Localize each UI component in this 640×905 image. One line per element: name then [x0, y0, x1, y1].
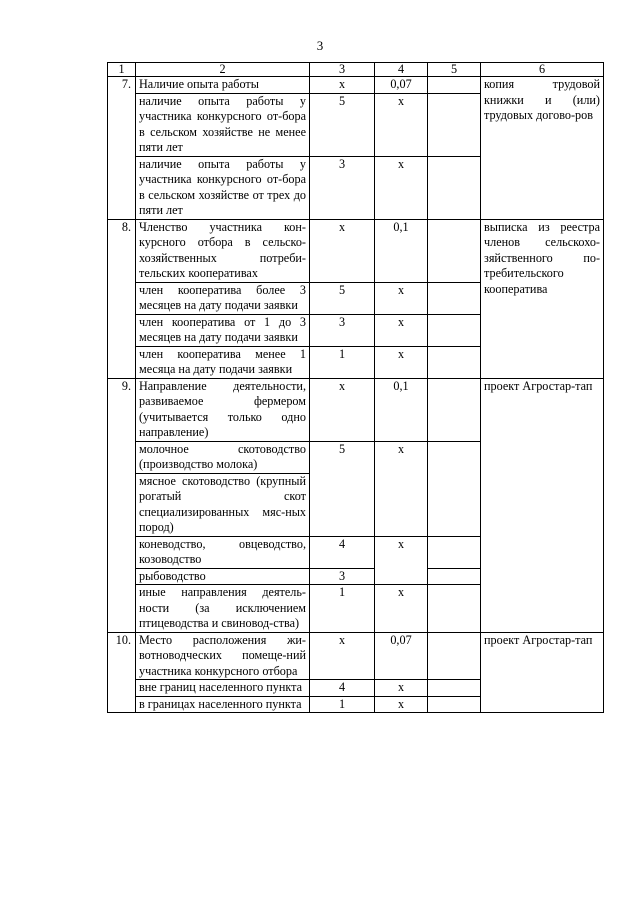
subcriterion-cell: член кооператива от 1 до 3 месяцев на дату подачи заявки [136, 314, 310, 346]
column-number-row [108, 63, 604, 77]
document-cell: выписка из реестра членов сельскохо-зяйственного по-требительского кооператива [481, 219, 604, 378]
empty-cell [428, 680, 481, 697]
table-row [108, 378, 604, 441]
table-row [108, 77, 604, 94]
empty-cell [428, 156, 481, 219]
empty-cell [428, 568, 481, 585]
points-cell: х [310, 219, 375, 282]
column-header: 2 [136, 63, 310, 77]
empty-cell [428, 77, 481, 94]
subcriterion-cell: вне границ населенного пункта [136, 680, 310, 697]
weight-cell: 0,07 [375, 77, 428, 94]
table-row [108, 219, 604, 282]
points-cell: 1 [310, 346, 375, 378]
criterion-cell: Членство участника кон-курсного отбора в сельско-хозяйственных потреби-тельских кооперативах [136, 219, 310, 282]
subcriterion-cell: мясное скотоводство (крупный рогатый скот специализированных мяс-ных пород) [136, 473, 310, 536]
empty-cell [428, 282, 481, 314]
points-cell: 3 [310, 314, 375, 346]
weight-cell: х [375, 696, 428, 713]
subcriterion-cell: наличие опыта работы у участника конкурсного от-бора в сельском хозяйстве не менее пяти лет [136, 93, 310, 156]
column-header: 6 [481, 63, 604, 77]
empty-cell [428, 314, 481, 346]
row-number: 7. [108, 77, 136, 220]
points-cell: 5 [310, 441, 375, 536]
column-header: 4 [375, 63, 428, 77]
criterion-cell: Направление деятельности, развиваемое фермером (учитывается только одно направление) [136, 378, 310, 441]
document-cell: проект Агростар-тап [481, 632, 604, 713]
points-cell: х [310, 378, 375, 441]
empty-cell [428, 585, 481, 633]
points-cell: 1 [310, 585, 375, 633]
points-cell: 5 [310, 282, 375, 314]
subcriterion-cell: рыбоводство [136, 568, 310, 585]
row-number: 8. [108, 219, 136, 378]
criterion-cell: Наличие опыта работы [136, 77, 310, 94]
empty-cell [428, 536, 481, 568]
row-number: 10. [108, 632, 136, 713]
points-cell: 4 [310, 680, 375, 697]
empty-cell [428, 632, 481, 680]
empty-cell [428, 219, 481, 282]
points-cell: 1 [310, 696, 375, 713]
subcriterion-cell: наличие опыта работы у участника конкурсного от-бора в сельском хозяйстве от трех до пяти лет [136, 156, 310, 219]
points-cell: х [310, 77, 375, 94]
weight-cell: х [375, 282, 428, 314]
subcriterion-cell: в границах населенного пункта [136, 696, 310, 713]
weight-cell: х [375, 536, 428, 585]
subcriterion-cell: молочное скотоводство (производство молока) [136, 441, 310, 473]
subcriterion-cell: иные направления деятель-ности (за исключением птицеводства и свиновод-ства) [136, 585, 310, 633]
document-cell: проект Агростар-тап [481, 378, 604, 632]
points-cell: 3 [310, 156, 375, 219]
table-row [108, 632, 604, 680]
weight-cell: х [375, 156, 428, 219]
weight-cell: х [375, 314, 428, 346]
weight-cell: х [375, 346, 428, 378]
weight-cell: 0,1 [375, 219, 428, 282]
empty-cell [428, 378, 481, 441]
empty-cell [428, 346, 481, 378]
empty-cell [428, 696, 481, 713]
weight-cell: х [375, 680, 428, 697]
weight-cell: х [375, 441, 428, 536]
subcriterion-cell: член кооператива менее 1 месяца на дату подачи заявки [136, 346, 310, 378]
criterion-cell: Место расположения жи-вотноводческих помеще-ний участника конкурсного отбора [136, 632, 310, 680]
page-number: 3 [316, 38, 324, 53]
subcriterion-cell: член кооператива более 3 месяцев на дату подачи заявки [136, 282, 310, 314]
column-header: 3 [310, 63, 375, 77]
criteria-table [107, 62, 604, 713]
subcriterion-cell: коневодство, овцеводство, козоводство [136, 536, 310, 568]
column-header: 1 [108, 63, 136, 77]
empty-cell [428, 93, 481, 156]
row-number: 9. [108, 378, 136, 632]
weight-cell: х [375, 93, 428, 156]
points-cell: х [310, 632, 375, 680]
points-cell: 5 [310, 93, 375, 156]
empty-cell [428, 441, 481, 536]
weight-cell: х [375, 585, 428, 633]
points-cell: 4 [310, 536, 375, 568]
column-header: 5 [428, 63, 481, 77]
document-cell: копия трудовой книжки и (или) трудовых догово-ров [481, 77, 604, 220]
weight-cell: 0,07 [375, 632, 428, 680]
points-cell: 3 [310, 568, 375, 585]
weight-cell: 0,1 [375, 378, 428, 441]
